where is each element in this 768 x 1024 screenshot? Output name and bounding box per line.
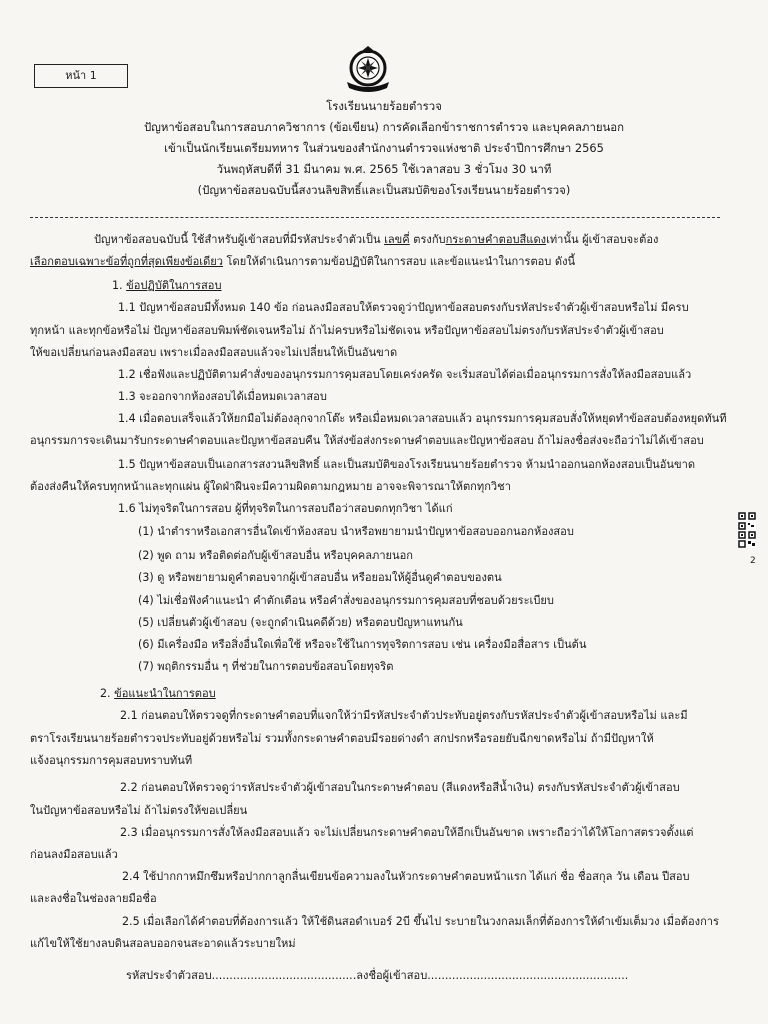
rule-1-5: 1.5 ปัญหาข้อสอบเป็นเอกสารสงวนลิขสิทธิ์ และเป็นสมบัติของโรงเรียนนายร้อยตำรวจ ห้ามนำออกนอกห้องสอบเป็นอันขาด (118, 458, 696, 471)
advice-2-1: 2.1 ก่อนตอบให้ตรวจดูที่กระดาษคำตอบที่แจกให้ว่ามีรหัสประจำตัวประทับอยู่ตรงกับรหัสประจำตัวผู้เข้าสอบหรือไม่ และมี (120, 709, 688, 722)
advice-2-5-cont: แก้ไขให้ใช้ยางลบดินสอลบออกจนสะอาดแล้วระบายใหม่ (30, 937, 296, 950)
exam-code-label: รหัสประจำตัวสอบ (126, 969, 212, 982)
intro-line-1: ปัญหาข้อสอบฉบับนี้ ใช้สำหรับผู้เข้าสอบที่มีรหัสประจำตัวเป็น เลขคี่ ตรงกับกระดาษคำตอบสีแดงเท่านั้น ผู้เข้าสอบจะต้อง (94, 233, 659, 246)
exam-title-line: ปัญหาข้อสอบในการสอบภาควิชาการ (ข้อเขียน) การคัดเลือกข้าราชการตำรวจ และบุคคลภายนอก (143, 120, 625, 134)
exam-header (0, 96, 768, 201)
advice-2-5: 2.5 เมื่อเลือกได้คำตอบที่ต้องการแล้ว ให้ใช้ดินสอดำเบอร์ 2บี ขึ้นไป ระบายในวงกลมเล็กที่ต้องการให้ดำเข้มเต็มวง เมื่อต้องการ (122, 915, 719, 928)
advice-2-1-cont-2: แจ้งอนุกรรมการคุมสอบทราบทันที (30, 754, 193, 767)
signature-label: ลงชื่อผู้เข้าสอบ (356, 969, 428, 982)
exam-date-line: วันพฤหัสบดีที่ 31 มีนาคม พ.ศ. 2565 ใช้เวลาสอบ 3 ชั่วโมง 30 นาที (216, 162, 552, 176)
advice-2-4-cont: และลงชื่อในช่องลายมือชื่อ (30, 892, 157, 905)
cheating-item: (7) พฤติกรรมอื่น ๆ ที่ช่วยในการตอบข้อสอบโดยทุจริต (138, 660, 394, 673)
advice-2-4: 2.4 ใช้ปากกาหมึกซึมหรือปากกาลูกลื่นเขียนข้อความลงในหัวกระดาษคำตอบหน้าแรก ได้แก่ ชื่อ ชื่อสกุล วัน เดือน ปีสอบ (122, 870, 690, 883)
advice-2-1-cont: ตราโรงเรียนนายร้อยตำรวจประทับอยู่ด้วยหรือไม่ รวมทั้งกระดาษคำตอบมีรอยด่างดำ สกปรกหรือรอยยับฉีกขาดหรือไม่ ถ้ามีปัญหาให้ (30, 732, 654, 745)
cheating-item: (6) มีเครื่องมือ หรือสิ่งอื่นใดเพื่อใช้ หรือจะใช้ในการทุจริตการสอบ เช่น เครื่องมือสื่อสาร เป็นต้น (138, 638, 587, 651)
signature-field[interactable]: ......................................................... (427, 969, 629, 982)
single-answer-emphasis: เลือกตอบเฉพาะข้อที่ถูกที่สุดเพียงข้อเดียว (30, 255, 224, 268)
rule-1-4-cont: อนุกรรมการจะเดินมารับกระดาษคำตอบและปัญหาข้อสอบคืน ให้ส่งข้อส่งกระดาษคำตอบและปัญหาข้อสอบ ถ้าไม่ลงชื่อส่งจะถือว่าไม่ได้เข้าสอบ (30, 434, 704, 447)
exam-subtitle-line: เข้าเป็นนักเรียนเตรียมทหาร ในส่วนของสำนักงานตำรวจแห่งชาติ ประจำปีการศึกษา 2565 (164, 141, 604, 155)
rule-1-5-cont: ต้องส่งคืนให้ครบทุกหน้าและทุกแผ่น ผู้ใดฝ่าฝืนจะมีความผิดตามกฎหมาย อาจจะพิจารณาให้ตกทุกวิชา (30, 480, 511, 493)
section-1-heading: 1. ข้อปฏิบัติในการสอบ (112, 279, 222, 292)
advice-2-2-cont: ในปัญหาข้อสอบหรือไม่ ถ้าไม่ตรงให้ขอเปลี่ยน (30, 804, 248, 817)
red-answer-sheet-emphasis: กระดาษคำตอบสีแดง (445, 233, 547, 246)
school-name: โรงเรียนนายร้อยตำรวจ (326, 99, 442, 113)
margin-number: 2 (750, 556, 756, 566)
rule-1-3: 1.3 จะออกจากห้องสอบได้เมื่อหมดเวลาสอบ (118, 390, 327, 403)
rule-1-1: 1.1 ปัญหาข้อสอบมีทั้งหมด 140 ข้อ ก่อนลงมือสอบให้ตรวจดูว่าปัญหาข้อสอบตรงกับรหัสประจำตัวผู้เข้าสอบหรือไม่ มีครบ (118, 301, 689, 314)
rule-1-2: 1.2 เชื่อฟังและปฏิบัติตามคำสั่งของอนุกรรมการคุมสอบโดยเคร่งครัด จะเริ่มสอบได้ต่อเมื่ออนุกรรมการสั่งให้ลงมือสอบแล้ว (118, 368, 692, 381)
rule-1-1-cont-2: ให้ขอเปลี่ยนก่อนลงมือสอบ เพราะเมื่อลงมือสอบแล้วจะไม่เปลี่ยนให้เป็นอันขาด (30, 346, 398, 359)
qr-code-icon (738, 512, 756, 548)
cheating-item: (4) ไม่เชื่อฟังคำแนะนำ คำตักเตือน หรือคำสั่งของอนุกรรมการคุมสอบที่ชอบด้วยระเบียบ (138, 594, 554, 607)
advice-2-3-cont: ก่อนลงมือสอบแล้ว (30, 848, 118, 861)
cheating-item: (1) นำตำราหรือเอกสารอื่นใดเข้าห้องสอบ นำหรือพยายามนำปัญหาข้อสอบออกนอกห้องสอบ (138, 525, 574, 538)
school-emblem-icon (341, 44, 395, 94)
rule-1-6: 1.6 ไม่ทุจริตในการสอบ ผู้ที่ทุจริตในการสอบถือว่าสอบตกทุกวิชา ได้แก่ (118, 502, 453, 515)
advice-2-3: 2.3 เมื่ออนุกรรมการสั่งให้ลงมือสอบแล้ว จะไม่เปลี่ยนกระดาษคำตอบให้อีกเป็นอันขาด เพราะถือว่าได้ให้โอกาสตรวจตั้งแต่ (120, 826, 694, 839)
cheating-item: (3) ดู หรือพยายามดูคำตอบจากผู้เข้าสอบอื่น หรือยอมให้ผู้อื่นดูคำตอบของตน (138, 571, 502, 584)
advice-2-2: 2.2 ก่อนตอบให้ตรวจดูว่ารหัสประจำตัวผู้เข้าสอบในกระดาษคำตอบ (สีแดงหรือสีน้ำเงิน) ตรงกับรหัสประจำตัวผู้เข้าสอบ (120, 781, 680, 794)
copyright-line: (ปัญหาข้อสอบฉบับนี้สงวนลิขสิทธิ์และเป็นสมบัติของโรงเรียนนายร้อยตำรวจ) (197, 183, 571, 197)
cheating-item: (2) พูด ถาม หรือติดต่อกับผู้เข้าสอบอื่น หรือบุคคลภายนอก (138, 549, 414, 562)
cheating-item: (5) เปลี่ยนตัวผู้เข้าสอบ (จะถูกดำเนินคดีด้วย) หรือตอบปัญหาแทนกัน (138, 616, 463, 629)
section-2-heading: 2. ข้อแนะนำในการตอบ (100, 687, 216, 700)
page-label: หน้า 1 (34, 64, 128, 88)
exam-code-field[interactable]: ......................................... (211, 969, 357, 982)
rule-1-1-cont: ทุกหน้า และทุกข้อหรือไม่ ปัญหาข้อสอบพิมพ์ชัดเจนหรือไม่ ถ้าไม่ครบหรือไม่ชัดเจน หรือปัญหาข้อสอบไม่ตรงกับรหัสประจำตัวผู้เข้าสอบ (30, 324, 664, 337)
odd-number-emphasis: เลขคี่ (384, 233, 410, 246)
signature-line (30, 965, 724, 987)
rule-1-4: 1.4 เมื่อตอบเสร็จแล้วให้ยกมือไม่ต้องลุกจากโต๊ะ หรือเมื่อหมดเวลาสอบแล้ว อนุกรรมการคุมสอบสั่งให้หยุดทำข้อสอบต้องหยุดทันที (118, 412, 727, 425)
intro-line-2: เลือกตอบเฉพาะข้อที่ถูกที่สุดเพียงข้อเดียว โดยให้ดำเนินการตามข้อปฏิบัติในการสอบ และข้อแนะนำในการตอบ ดังนี้ (30, 255, 576, 268)
header-divider (30, 217, 720, 218)
